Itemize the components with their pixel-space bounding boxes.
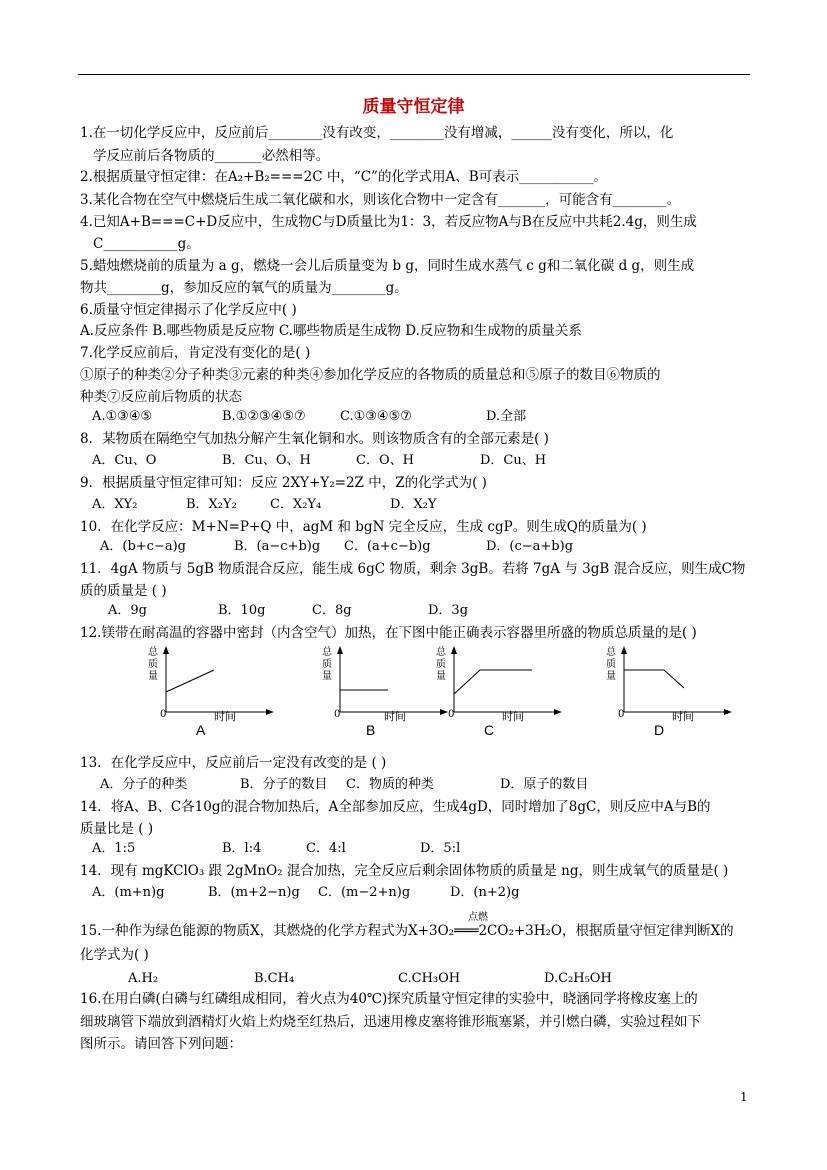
question-line-q4b: C___________g。 xyxy=(93,236,200,252)
option-q8o-1: B．Cu、O、H xyxy=(222,453,311,468)
question-line-q14a: 14．将A、B、C各10g的混合物加热后，A全部参加反应，生成4gD，同时增加了8gC，则反应中A与B的 xyxy=(80,799,711,815)
question-line-q1b: 学反应前后各物质的_______必然相等。 xyxy=(93,148,330,164)
question-line-q7a: ①原子的种类②分子种类③元素的种类④参加化学反应的各物质的质量总和⑤原子的数目⑥物质的 xyxy=(80,367,661,383)
question-line-q16c: 图所示。请回答下列问题： xyxy=(80,1036,242,1052)
option-q7o-2: C.①③④⑤⑦ xyxy=(340,409,412,424)
question-line-q7b: 种类⑦反应前后物质的状态 xyxy=(80,389,242,405)
option-q14co-0: A．(m+n)g xyxy=(92,885,165,900)
option-q14o-3: D．5:l xyxy=(420,841,461,856)
option-q14co-1: B．(m+2−n)g xyxy=(208,885,300,900)
option-q13o-3: D．原子的数目 xyxy=(500,777,589,792)
question-line-q16b: 细玻璃管下端放到酒精灯火焰上灼烧至红热后，迅速用橡皮塞将锥形瓶塞紧，并引燃白磷，实验过程如下 xyxy=(80,1014,701,1030)
option-q15o-1: B.CH₄ xyxy=(254,971,295,986)
question-line-q1a: 1.在一切化学反应中，反应前后________没有改变，________没有增减，______没有变化，所以，化 xyxy=(80,125,674,141)
option-q14o-1: B．l:4 xyxy=(222,841,262,856)
option-q13o-0: A．分子的种类 xyxy=(100,777,188,792)
header-rule xyxy=(78,74,750,75)
question-line-q13: 13．在化学反应中，反应前后一定没有改变的是 ( ) xyxy=(80,755,387,771)
option-q10o-1: B．(a−c+b)g xyxy=(234,539,321,554)
question-line-q11a: 11．4gA 物质与 5gB 物质混合反应，能生成 6gC 物质，剩余 3gB。若将 7gA 与 3gB 混合反应，则生成C物 xyxy=(80,561,746,577)
question-line-q15b: 化学式为( ) xyxy=(80,947,149,963)
graph-a xyxy=(148,644,278,728)
question-line-q11b: 质的质量是 ( ) xyxy=(80,583,167,599)
option-q13o-1: B．分子的数目 xyxy=(240,777,328,792)
graph-label-a: A xyxy=(196,722,206,738)
question-line-q2: 2.根据质量守恒定律：在A₂+B₂===2C 中，“C”的化学式用A、B可表示___________。 xyxy=(80,169,607,185)
page-title: 质量守恒定律 xyxy=(362,97,465,117)
option-q8o-3: D．Cu、H xyxy=(480,453,547,468)
option-q14co-2: C．(m−2+n)g xyxy=(318,885,411,900)
question-line-q5b: 物共________g，参加反应的氧气的质量为________g。 xyxy=(80,280,408,296)
graph-label-d: D xyxy=(654,722,665,738)
option-q9o-2: C．X₂Y₄ xyxy=(270,497,322,512)
option-q14o-2: C．4:l xyxy=(306,841,346,856)
option-q7o-0: A.①③④⑤ xyxy=(92,409,153,424)
question-line-q9: 9．根据质量守恒定律可知：反应 2XY+Y₂=2Z 中，Z的化学式为( ) xyxy=(80,475,487,491)
question-line-q4a: 4.已知A+B===C+D反应中，生成物C与D质量比为1：3，若反应物A与B在反应中共耗2.4g，则生成 xyxy=(80,214,697,230)
graph-label-b: B xyxy=(366,722,376,738)
question-line-q16a: 16.在用白磷(白磷与红磷组成相同，着火点为40℃)探究质量守恒定律的实验中，晓涵同学将橡皮塞上的 xyxy=(80,991,698,1007)
question-line-q10: 10．在化学反应：M+N=P+Q 中，agM 和 bgN 完全反应，生成 cgP。则生成Q的质量为( ) xyxy=(80,519,647,535)
graph-d xyxy=(606,644,736,728)
question-line-q8: 8．某物质在隔绝空气加热分解产生氧化铜和水。则该物质含有的全部元素是( ) xyxy=(80,431,549,447)
page-number: 1 xyxy=(740,1090,748,1104)
graph-label-c: C xyxy=(484,722,495,738)
option-q9o-1: B．X₂Y₂ xyxy=(186,497,237,512)
option-q15o-3: D.C₂H₅OH xyxy=(544,971,612,986)
reaction-condition: 点燃 xyxy=(468,912,488,923)
question-line-q14b: 质量比是 ( ) xyxy=(80,821,154,837)
question-line-q6o: A.反应条件 B.哪些物质是反应物 C.哪些物质是生成物 D.反应物和生成物的质量关系 xyxy=(80,323,582,339)
option-q8o-2: C．O、H xyxy=(356,453,414,468)
question-line-q14c: 14．现有 mgKClO₃ 跟 2gMnO₂ 混合加热，完全反应后剩余固体物质的质量是 ng，则生成氧气的质量是( ) xyxy=(80,863,729,879)
option-q10o-0: A．(b+c−a)g xyxy=(100,539,186,554)
option-q7o-1: B.①②③④⑤⑦ xyxy=(222,409,306,424)
option-q7o-3: D.全部 xyxy=(486,409,527,424)
question-line-q7: 7.化学反应前后，肯定没有变化的是( ) xyxy=(80,345,311,361)
graph-c xyxy=(436,644,566,728)
question-line-q3: 3.某化合物在空气中燃烧后生成二氧化碳和水，则该化合物中一定含有_______，可能含有________。 xyxy=(80,192,681,208)
option-q10o-3: D．(c−a+b)g xyxy=(486,539,574,554)
question-line-q5a: 5.蜡烛燃烧前的质量为 a g，燃烧一会儿后质量变为 b g，同时生成水蒸气 c g和二氧化碳 d g，则生成 xyxy=(80,258,695,274)
option-q8o-0: A．Cu、O xyxy=(92,453,157,468)
option-q14o-0: A．1:5 xyxy=(92,841,136,856)
option-q11o-1: B．10g xyxy=(218,603,266,618)
option-q13o-2: C．物质的种类 xyxy=(346,777,434,792)
option-q10o-2: C．(a+c−b)g xyxy=(344,539,431,554)
question-line-q12: 12.镁带在耐高温的容器中密封（内含空气）加热，在下图中能正确表示容器里所盛的物质总质量的是( ) xyxy=(80,625,697,641)
option-q9o-3: D．X₂Y xyxy=(390,497,437,512)
option-q9o-0: A．XY₂ xyxy=(92,497,138,512)
option-q11o-3: D．3g xyxy=(428,603,469,618)
option-q14co-3: D．(n+2)g xyxy=(450,885,520,900)
question-line-q15a: 15.一种作为绿色能源的物质X，其燃烧的化学方程式为X+3O₂═══2CO₂+3H₂O，根据质量守恒定律判断X的 xyxy=(80,923,734,939)
question-line-q6: 6.质量守恒定律揭示了化学反应中( ) xyxy=(80,302,297,318)
option-q11o-2: C．8g xyxy=(312,603,352,618)
option-q11o-0: A．9g xyxy=(108,603,147,618)
option-q15o-0: A.H₂ xyxy=(128,971,159,986)
option-q15o-2: C.CH₃OH xyxy=(398,971,461,986)
